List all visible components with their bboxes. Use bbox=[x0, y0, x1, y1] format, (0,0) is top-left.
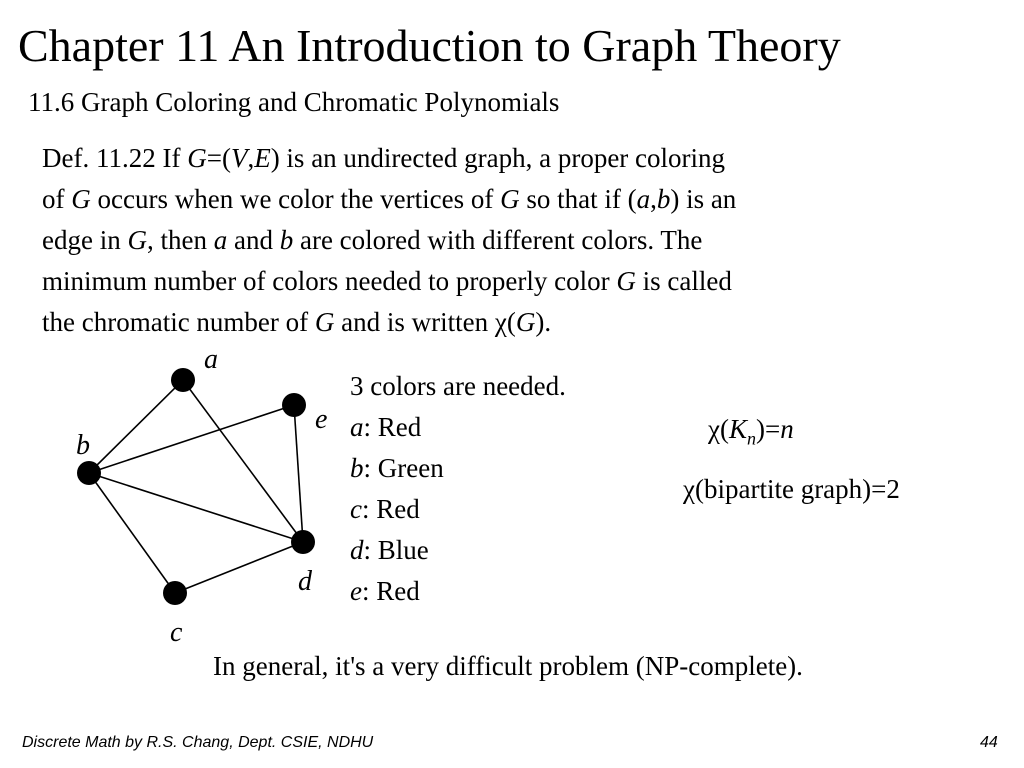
vertex-b bbox=[77, 461, 101, 485]
vertex-label-d: d bbox=[298, 566, 312, 597]
vertex-c bbox=[163, 581, 187, 605]
coloring-item: b: Green bbox=[350, 453, 444, 483]
definition-line-1: Def. 11.22 If G=(V,E) is an undirected graph, a proper coloring bbox=[42, 143, 726, 173]
complete-graph-formula: $\chi(K_n)=n$ bbox=[708, 414, 794, 449]
edge-c-d bbox=[175, 542, 303, 593]
definition-line-3: edge in G, then a and b are colored with different colors. The bbox=[42, 225, 703, 255]
coloring-list bbox=[350, 366, 566, 612]
slide-subtitle: 11.6 Graph Coloring and Chromatic Polynomials bbox=[28, 87, 560, 117]
vertex-label-a: a bbox=[204, 344, 218, 375]
vertex-label-c: c bbox=[170, 617, 183, 648]
coloring-item: c: Red bbox=[350, 494, 420, 524]
bipartite-formula: χ(bipartite graph)=2 bbox=[683, 474, 900, 504]
vertex-label-e: e bbox=[315, 404, 328, 435]
coloring-heading: 3 colors are needed. bbox=[350, 371, 566, 401]
general-note: In general, it's a very difficult problem (NP-complete). bbox=[213, 651, 803, 681]
coloring-item: a: Red bbox=[350, 412, 422, 442]
graph-vertices bbox=[77, 368, 315, 605]
edge-e-d bbox=[294, 405, 303, 542]
vertex-d bbox=[291, 530, 315, 554]
coloring-item: d: Blue bbox=[350, 535, 429, 565]
definition-line-4: minimum number of colors needed to properly color G is called bbox=[42, 266, 732, 296]
footer-course: Discrete Math by R.S. Chang, Dept. CSIE, NDHU bbox=[22, 734, 374, 751]
vertex-label-b: b bbox=[76, 430, 90, 461]
definition-line-2: of G occurs when we color the vertices of G so that if (a,b) is an bbox=[42, 184, 737, 214]
edge-b-e bbox=[89, 405, 294, 473]
page-number: 44 bbox=[980, 734, 998, 751]
edge-b-c bbox=[89, 473, 175, 593]
edge-b-d bbox=[89, 473, 303, 542]
definition-line-5: the chromatic number of G and is written χ(G). bbox=[42, 307, 552, 337]
vertex-a bbox=[171, 368, 195, 392]
vertex-e bbox=[282, 393, 306, 417]
edge-a-b bbox=[89, 380, 183, 473]
graph-edges bbox=[89, 380, 303, 593]
slide-title: Chapter 11 An Introduction to Graph Theory bbox=[18, 20, 841, 71]
coloring-item: e: Red bbox=[350, 576, 420, 606]
